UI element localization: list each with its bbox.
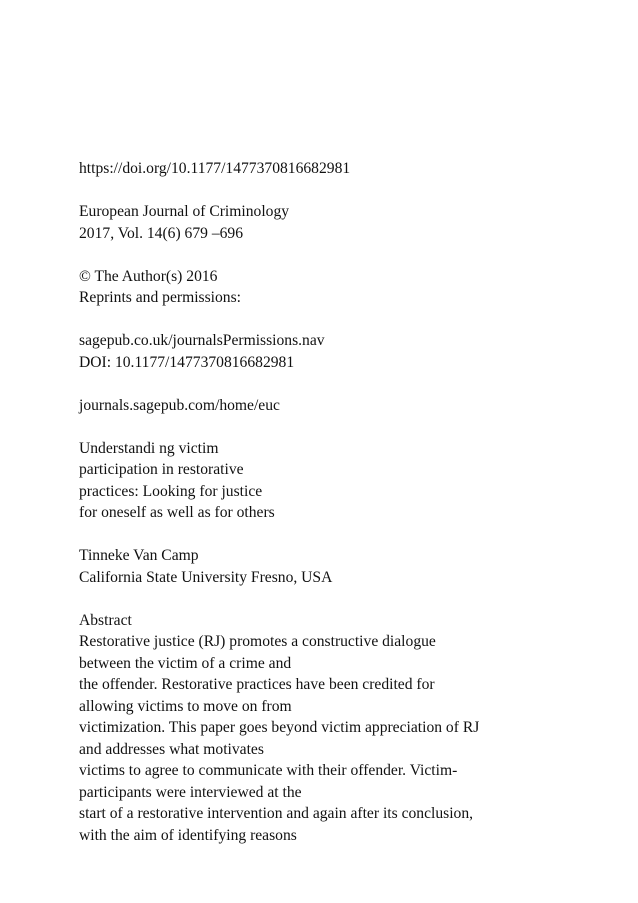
text-line: DOI: 10.1177/1477370816682981 [79,353,295,371]
text-line: Tinneke Van Camp [79,547,199,564]
text-line: California State University Fresno, USA [79,568,333,586]
text-line: journals.sagepub.com/home/euc [79,396,280,414]
article-title [79,438,569,524]
copyright-info [79,266,569,309]
text-line: participants were interviewed at the [79,783,302,801]
text-line: © The Author(s) 2016 [79,267,218,285]
text-line: between the victim of a crime and [79,654,292,672]
text-line: participation in restorative [79,461,244,478]
text-line: allowing victims to move on from [79,697,292,715]
text-line: victimization. This paper goes beyond victim appreciation of RJ [79,719,480,736]
text-line: with the aim of identifying reasons [79,826,297,844]
text-line: https://doi.org/10.1177/1477370816682981 [79,160,351,177]
text-line: European Journal of Criminology [79,203,290,220]
text-line: and addresses what motivates [79,740,264,758]
text-line: Restorative justice (RJ) promotes a constructive dialogue [79,633,436,650]
journal-homepage [79,395,569,417]
abstract [79,610,569,847]
text-line: the offender. Restorative practices have been credited for [79,676,435,693]
text-line: Reprints and permissions: [79,289,241,306]
document-body [79,158,569,846]
text-line: Understandi ng victim [79,439,219,457]
text-line: for oneself as well as for others [79,504,275,521]
text-line: victims to agree to communicate with their offender. Victim- [79,762,458,779]
text-line: sagepub.co.uk/journalsPermissions.nav [79,332,325,349]
journal-info [79,201,569,244]
author-info [79,545,569,588]
text-line: practices: Looking for justice [79,482,263,500]
text-line: start of a restorative intervention and again after its conclusion, [79,805,474,822]
permissions-info [79,330,569,373]
doi-url [79,158,569,180]
text-line: Abstract [79,611,132,629]
text-line: 2017, Vol. 14(6) 679 –696 [79,224,244,242]
